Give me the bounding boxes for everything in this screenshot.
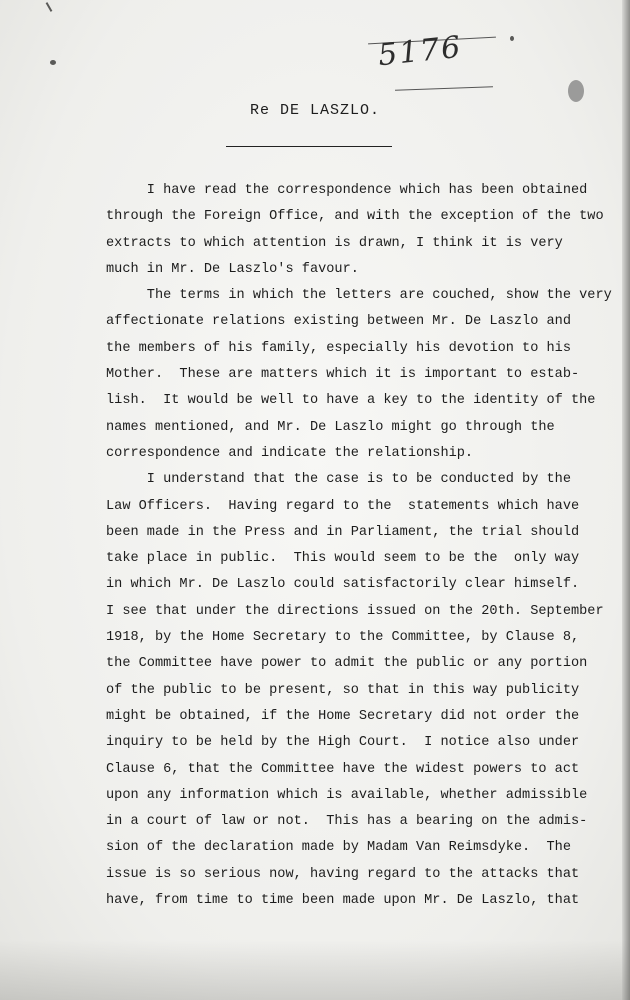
ink-speck xyxy=(510,36,514,41)
text-line: Clause 6, that the Committee have the widest powers to act xyxy=(106,761,580,777)
text-line: much in Mr. De Laszlo's favour. xyxy=(106,261,359,277)
text-line: take place in public. This would seem to be the only way xyxy=(106,551,580,567)
text-line: sion of the declaration made by Madam Van Reimsdyke. The xyxy=(106,840,571,856)
text-line: 1918, by the Home Secretary to the Committee, by Clause 8, xyxy=(106,630,580,646)
text-line: affectionate relations existing between Mr. De Laszlo and xyxy=(106,314,571,330)
text-line: in which Mr. De Laszlo could satisfactorily clear himself. xyxy=(106,577,580,593)
text-line: I have read the correspondence which has been obtained xyxy=(106,183,588,198)
text-line: extracts to which attention is drawn, I think it is very xyxy=(106,235,563,251)
page-edge-shadow xyxy=(622,0,630,1000)
text-line: I understand that the case is to be conducted by the xyxy=(106,472,571,488)
text-line: through the Foreign Office, and with the exception of the two xyxy=(106,209,604,225)
text-line: might be obtained, if the Home Secretary did not order the xyxy=(106,708,580,724)
text-line: the members of his family, especially his devotion to his xyxy=(106,340,571,356)
text-line: upon any information which is available, whether admissible xyxy=(106,787,588,803)
text-line: inquiry to be held by the High Court. I notice also under xyxy=(106,735,580,751)
text-line: issue is so serious now, having regard to the attacks that xyxy=(106,866,580,882)
text-line: names mentioned, and Mr. De Laszlo might go through the xyxy=(106,419,555,435)
ink-speck xyxy=(50,60,56,65)
ink-speck xyxy=(46,2,53,12)
text-line: correspondence and indicate the relationship. xyxy=(106,445,474,461)
title-underline xyxy=(226,146,392,147)
text-line: have, from time to time been made upon Mr. De Laszlo, that xyxy=(106,893,580,909)
ink-blot xyxy=(568,80,584,102)
text-line: of the public to be present, so that in this way publicity xyxy=(106,682,580,698)
document-title: Re DE LASZLO. xyxy=(249,102,381,119)
page-bottom-shadow xyxy=(0,940,630,1000)
handwritten-underline-bottom xyxy=(395,86,493,90)
text-line: The terms in which the letters are couched, show the very xyxy=(106,288,612,304)
text-line: I see that under the directions issued on the 20th. September xyxy=(106,603,604,619)
text-line: Law Officers. Having regard to the statements which have xyxy=(106,498,580,514)
text-line: in a court of law or not. This has a bearing on the admis- xyxy=(106,814,588,830)
text-line: lish. It would be well to have a key to the identity of the xyxy=(106,393,596,409)
memo-body xyxy=(106,178,612,914)
handwritten-reference-number: 5176 xyxy=(376,29,464,74)
text-line: been made in the Press and in Parliament, the trial should xyxy=(106,524,580,540)
text-line: Mother. These are matters which it is important to estab- xyxy=(106,367,580,383)
text-line: the Committee have power to admit the public or any portion xyxy=(106,656,588,672)
